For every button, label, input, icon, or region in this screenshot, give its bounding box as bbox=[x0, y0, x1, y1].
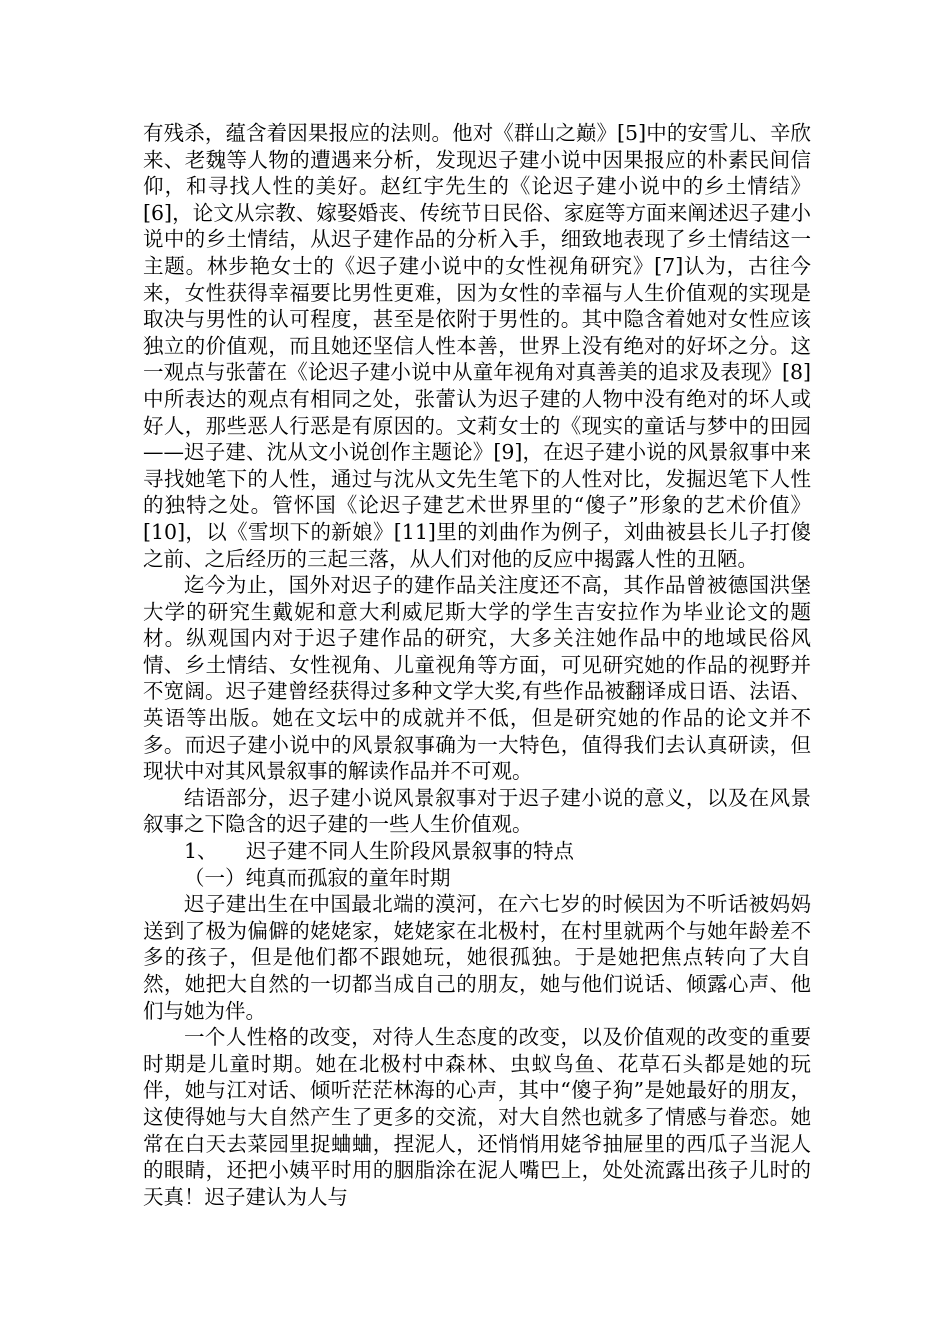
document-page bbox=[143, 120, 811, 1210]
body-paragraph-2: 迄今为止，国外对迟子的建作品关注度还不高，其作品曾被德国洪堡大学的研究生戴妮和意大利威尼斯大学的学生吉安拉作为毕业论文的题材。纵观国内对于迟子建作品的研究，大多关注她作品中的地域民俗风情、乡土情结、女性视角、儿童视角等方面，可见研究她的作品的视野并不宽阔。迟子建曾经获得过多种文学大奖,有些作品被翻译成日语、法语、英语等出版。她在文坛中的成就并不低，但是研究她的作品的论文并不多。而迟子建小说中的风景叙事确为一大特色，值得我们去认真研读，但现状中对其风景叙事的解读作品并不可观。 bbox=[143, 573, 811, 784]
subsection-heading: （一）纯真而孤寂的童年时期 bbox=[184, 865, 451, 890]
section-title: 迟子建不同人生阶段风景叙事的特点 bbox=[246, 839, 574, 864]
body-paragraph-3: 结语部分，迟子建小说风景叙事对于迟子建小说的意义，以及在风景叙事之下隐含的迟子建的一些人生价值观。 bbox=[143, 785, 811, 837]
section-heading bbox=[143, 838, 811, 865]
section-number: 1、 bbox=[184, 839, 218, 864]
body-paragraph-5: 一个人性格的改变，对待人生态度的改变，以及价值观的改变的重要时期是儿童时期。她在北极村中森林、虫蚁鸟鱼、花草石头都是她的玩伴，她与江对话、倾听茫茫林海的心声，其中“傻子狗”是她最好的朋友，这使得她与大自然产生了更多的交流，对大自然也就多了情感与眷恋。她常在白天去菜园里捉蛐蛐，捏泥人，还悄悄用姥爷抽屉里的西瓜子当泥人的眼睛，还把小姨平时用的胭脂涂在泥人嘴巴上，处处流露出孩子儿时的天真！迟子建认为人与 bbox=[143, 1025, 811, 1209]
body-paragraph-4: 迟子建出生在中国最北端的漠河，在六七岁的时候因为不听话被妈妈送到了极为偏僻的姥姥家，姥姥家在北极村，在村里就两个与她年龄差不多的孩子，但是他们都不跟她玩，她很孤独。于是她把焦点转向了大自然，她把大自然的一切都当成自己的朋友，她与他们说话、倾露心声、他们与她为伴。 bbox=[143, 892, 811, 1023]
body-paragraph-1: 有残杀，蕴含着因果报应的法则。他对《群山之巅》[5]中的安雪儿、辛欣来、老魏等人物的遭遇来分析，发现迟子建小说中因果报应的朴素民间信仰，和寻找人性的美好。赵红宇先生的《论迟子建小说中的乡土情结》[6]，论文从宗教、嫁娶婚丧、传统节日民俗、家庭等方面来阐述迟子建小说中的乡土情结，从迟子建作品的分析入手，细致地表现了乡土情结这一主题。林步艳女士的《迟子建小说中的女性视角研究》[7]认为，古往今来，女性获得幸福要比男性更难，因为女性的幸福与人生价值观的实现是取决与男性的认可程度，甚至是依附于男性的。其中隐含着她对女性应该独立的价值观，而且她还坚信人性本善，世界上没有绝对的好坏之分。这一观点与张蕾在《论迟子建小说中从童年视角对真善美的追求及表现》[8]中所表达的观点有相同之处，张蕾认为迟子建的人物中没有绝对的坏人或好人，那些恶人行恶是有原因的。文莉女士的《现实的童话与梦中的田园——迟子建、沈从文小说创作主题论》[9]，在迟子建小说的风景叙事中来寻找她笔下的人性，通过与沈从文先生笔下的人性对比，发掘迟笔下人性的独特之处。管怀国《论迟子建艺术世界里的“傻子”形象的艺术价值》[10]，以《雪坝下的新娘》[11]里的刘曲作为例子，刘曲被县长儿子打傻之前、之后经历的三起三落，从人们对他的反应中揭露人性的丑陋。 bbox=[143, 121, 811, 571]
